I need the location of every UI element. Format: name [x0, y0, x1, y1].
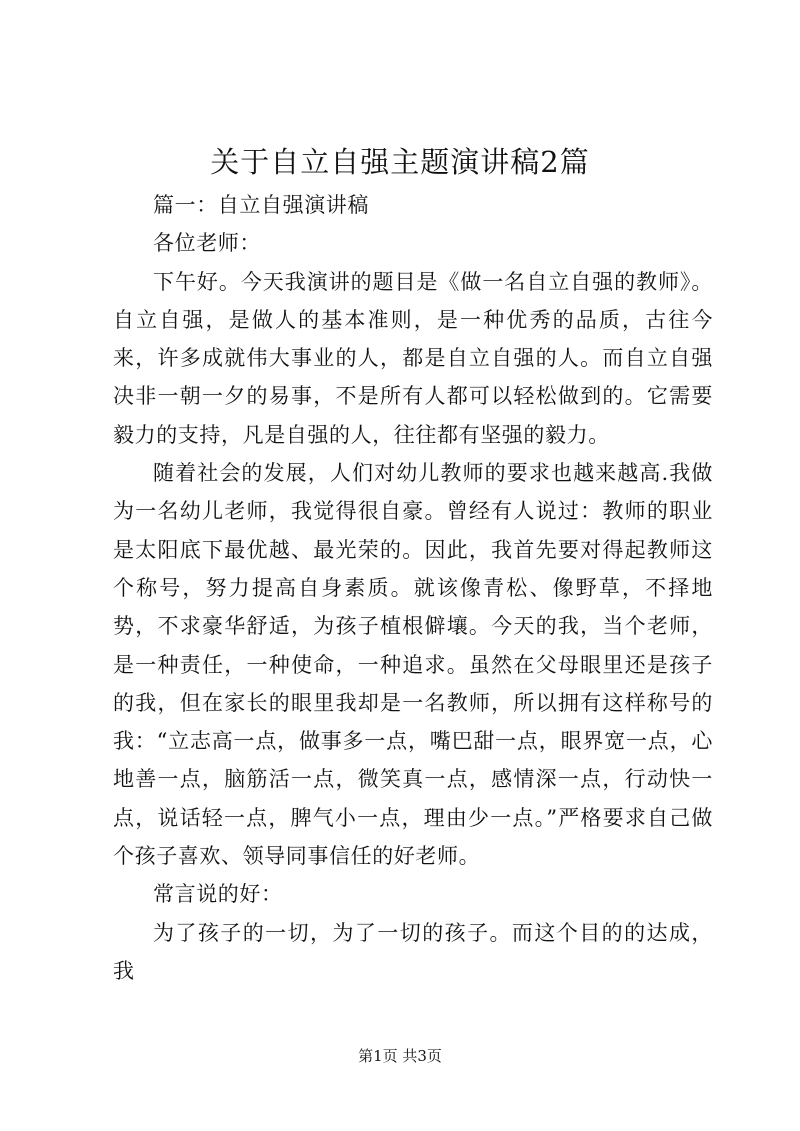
section-heading: 篇一：自立自强演讲稿 — [153, 193, 369, 217]
page-footer: 第1页 共3页 — [358, 1047, 442, 1065]
document-body — [113, 186, 713, 990]
paragraph-intro: 下午好。今天我演讲的题目是《做一名自立自强的教师》。自立自强，是做人的基本准则，是一种优秀的品质，古往今来，许多成就伟大事业的人，都是自立自强的人。而自立自强决非一朝一夕的易事，不是所有人都可以轻松做到的。它需要毅力的支持，凡是自强的人，往往都有坚强的毅力。 — [113, 269, 713, 447]
paragraph-closing: 为了孩子的一切，为了一切的孩子。而这个目的的达成，我 — [113, 920, 713, 983]
paragraph-main: 随着社会的发展，人们对幼儿教师的要求也越来越高.我做为一名幼儿老师，我觉得很自豪。曾经有人说过：教师的职业是太阳底下最优越、最光荣的。因此，我首先要对得起教师这个称号，努力提高自身素质。就该像青松、像野草，不择地势，不求豪华舒适，为孩子植根僻壤。今天的我，当个老师，是一种责任，一种使命，一种追求。虽然在父母眼里还是孩子的我，但在家长的眼里我却是一名教师，所以拥有这样称号的我：“立志高一点，做事多一点，嘴巴甜一点，眼界宽一点，心地善一点，脑筋活一点，微笑真一点，感情深一点，行动快一点，说话轻一点，脾气小一点，理由少一点。”严格要求自己做个孩子喜欢、领导同事信任的好老师。 — [113, 461, 713, 869]
salutation: 各位老师： — [153, 231, 261, 256]
document-title: 关于自立自强主题演讲稿2篇 — [210, 145, 590, 179]
paragraph-saying: 常言说的好： — [153, 882, 283, 907]
